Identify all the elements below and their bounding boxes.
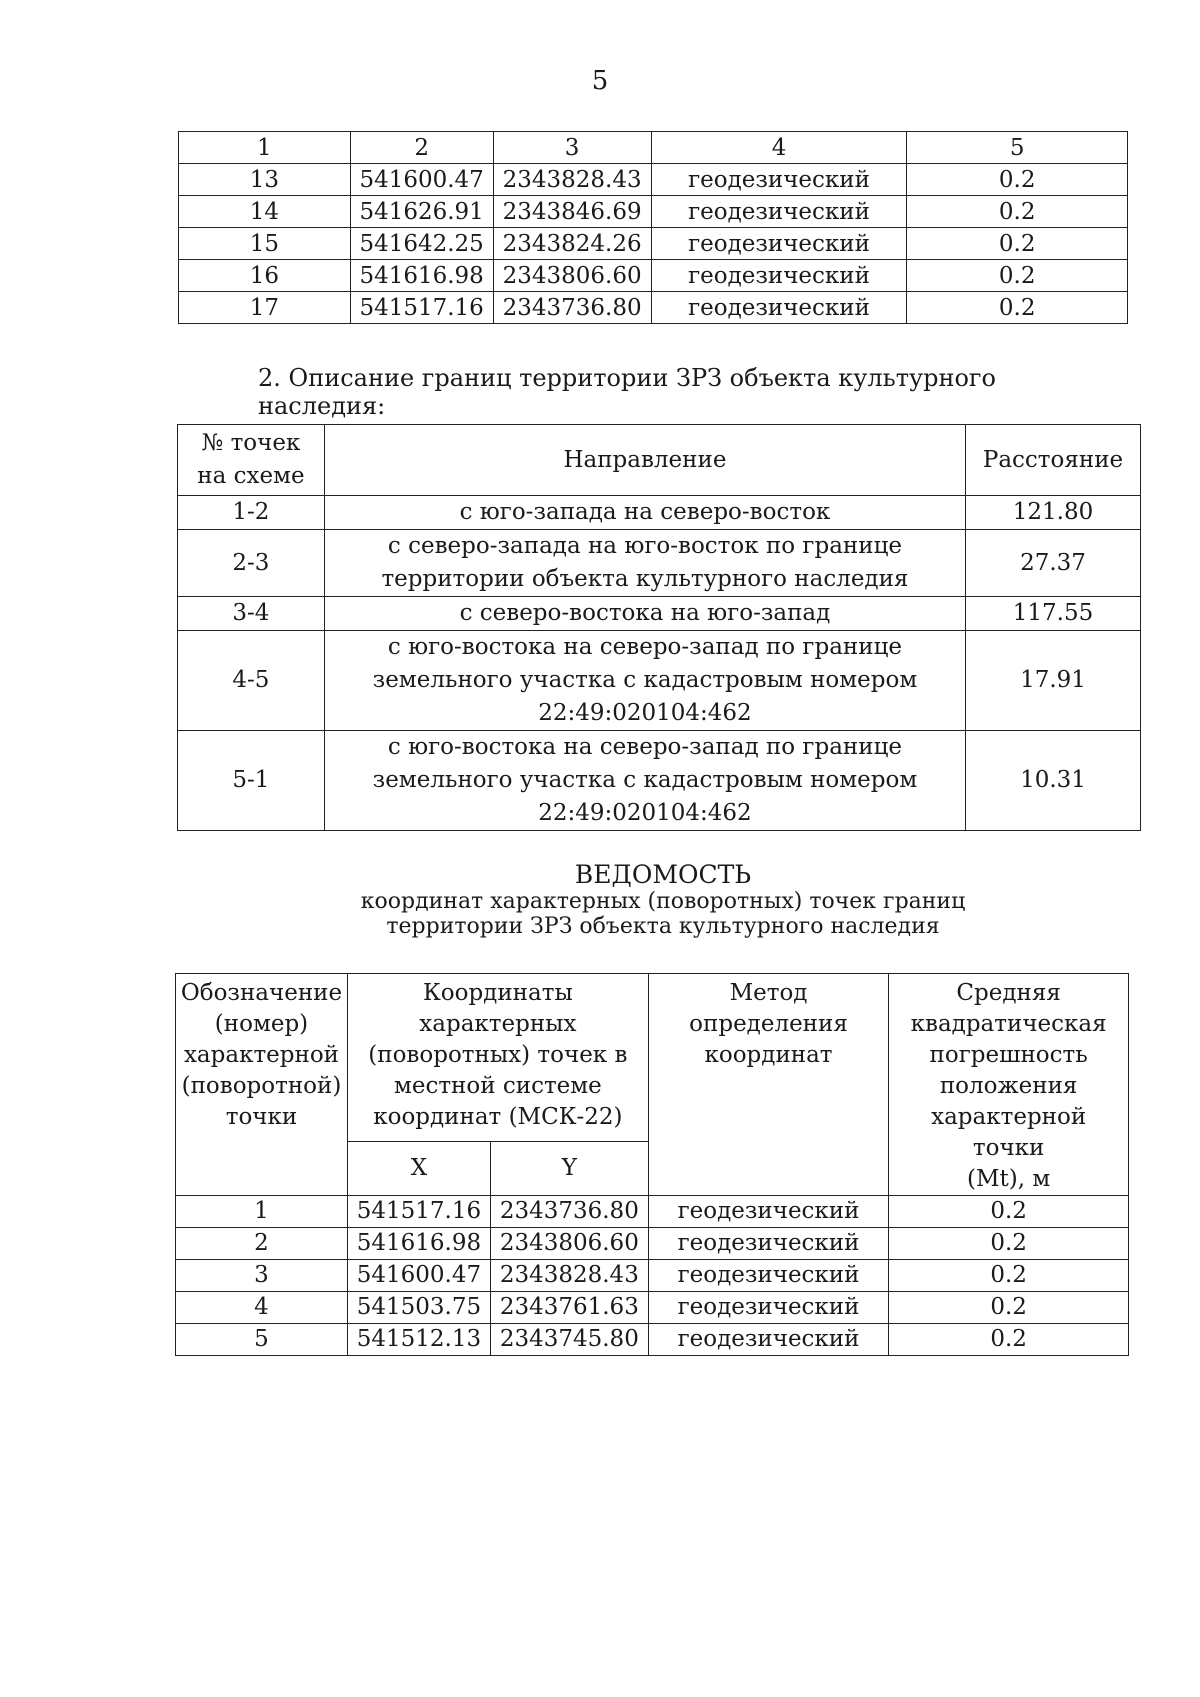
- table-cell: 16: [179, 260, 351, 292]
- direction-line: с северо-востока на юго-запад: [459, 600, 831, 626]
- header-line: (поворотных) точек в: [368, 1042, 628, 1068]
- x-header: X: [347, 1142, 490, 1196]
- table-cell: 2343828.43: [493, 164, 651, 196]
- header-line: координат (МСК-22): [373, 1104, 623, 1130]
- table-cell: 541503.75: [347, 1292, 490, 1324]
- table-cell: 541616.98: [350, 260, 493, 292]
- table-cell: 2343806.60: [490, 1228, 648, 1260]
- method-header: [648, 974, 889, 1196]
- boundary-description-table: [177, 424, 1141, 831]
- column-header: 3: [493, 132, 651, 164]
- header-line: местной системе: [393, 1073, 602, 1099]
- table-row: [179, 196, 1128, 228]
- table-row: [179, 260, 1128, 292]
- table-cell: 13: [179, 164, 351, 196]
- table-cell: 541600.47: [347, 1260, 490, 1292]
- header-line: погрешность: [929, 1042, 1088, 1068]
- table-cell: геодезический: [648, 1196, 889, 1228]
- table-cell: 27.37: [966, 530, 1141, 597]
- table-cell: 3: [176, 1260, 348, 1292]
- direction-line: 22:49:020104:462: [538, 800, 752, 826]
- table-cell: 1: [176, 1196, 348, 1228]
- vedomost-subtitle: территории ЗРЗ объекта культурного наследия: [386, 914, 940, 939]
- coords-header: [347, 974, 648, 1142]
- table-cell: 541626.91: [350, 196, 493, 228]
- direction-line: с юго-запада на северо-восток: [459, 499, 831, 525]
- table-cell: геодезический: [648, 1260, 889, 1292]
- table-cell: 2: [176, 1228, 348, 1260]
- points-header-line: на схеме: [197, 463, 305, 489]
- points-header-line: № точек: [201, 430, 301, 456]
- table-cell: 0.2: [907, 196, 1128, 228]
- header-line: (поворотной): [181, 1073, 342, 1099]
- table-cell: 2343736.80: [493, 292, 651, 324]
- direction-line: с юго-востока на северо-запад по границе: [387, 734, 902, 760]
- direction-line: 22:49:020104:462: [538, 700, 752, 726]
- table-cell: 5-1: [178, 731, 325, 831]
- direction-cell: [324, 631, 965, 731]
- table-cell: 5: [176, 1324, 348, 1356]
- column-header: 4: [651, 132, 907, 164]
- table-cell: 117.55: [966, 597, 1141, 631]
- direction-cell: [324, 530, 965, 597]
- table-row: [178, 731, 1141, 831]
- direction-cell: [324, 496, 965, 530]
- table-cell: 14: [179, 196, 351, 228]
- table-row: [179, 228, 1128, 260]
- table-cell: 1-2: [178, 496, 325, 530]
- table-cell: 3-4: [178, 597, 325, 631]
- table-cell: 2343736.80: [490, 1196, 648, 1228]
- table-cell: 541517.16: [350, 292, 493, 324]
- table-header-row: [176, 974, 1129, 1142]
- table-cell: геодезический: [648, 1228, 889, 1260]
- table-row: [176, 1292, 1129, 1324]
- header-line: (Mt), м: [967, 1166, 1051, 1192]
- distance-header: Расстояние: [966, 425, 1141, 496]
- table-cell: 2343761.63: [490, 1292, 648, 1324]
- table-row: [178, 597, 1141, 631]
- header-line: координат: [704, 1042, 833, 1068]
- table-cell: геодезический: [651, 196, 907, 228]
- table-cell: геодезический: [651, 164, 907, 196]
- table-cell: 0.2: [907, 292, 1128, 324]
- table-row: [176, 1196, 1129, 1228]
- header-line: (номер): [214, 1011, 309, 1037]
- table-cell: 541517.16: [347, 1196, 490, 1228]
- table-header-row: [178, 425, 1141, 496]
- section-title: 2. Описание границ территории ЗРЗ объекта культурного наследия:: [258, 364, 996, 420]
- table-cell: 541600.47: [350, 164, 493, 196]
- table-cell: геодезический: [648, 1324, 889, 1356]
- table-row: [176, 1260, 1129, 1292]
- header-line: точки: [225, 1104, 298, 1130]
- table-cell: 2343806.60: [493, 260, 651, 292]
- error-header: [889, 974, 1129, 1196]
- table-cell: 541512.13: [347, 1324, 490, 1356]
- vedomost-heading: [0, 861, 1200, 939]
- table-cell: 2343824.26: [493, 228, 651, 260]
- header-line: квадратическая: [910, 1011, 1107, 1037]
- table-cell: 2343846.69: [493, 196, 651, 228]
- table-cell: 2-3: [178, 530, 325, 597]
- table-row: [176, 1228, 1129, 1260]
- table-cell: 10.31: [966, 731, 1141, 831]
- table-cell: геодезический: [651, 228, 907, 260]
- vedomost-table: [175, 973, 1129, 1356]
- table-cell: 2343828.43: [490, 1260, 648, 1292]
- column-header: 5: [907, 132, 1128, 164]
- points-header: [178, 425, 325, 496]
- direction-line: территории объекта культурного наследия: [381, 566, 909, 592]
- table-cell: 4-5: [178, 631, 325, 731]
- table-row: [176, 1324, 1129, 1356]
- direction-cell: [324, 597, 965, 631]
- table-cell: 17: [179, 292, 351, 324]
- direction-line: с юго-востока на северо-запад по границе: [387, 634, 902, 660]
- table-cell: 15: [179, 228, 351, 260]
- table-cell: 0.2: [889, 1324, 1129, 1356]
- table-row: [178, 530, 1141, 597]
- table-cell: 0.2: [907, 228, 1128, 260]
- vedomost-subtitle: координат характерных (поворотных) точек границ: [360, 889, 966, 914]
- header-line: Обозначение: [180, 980, 343, 1006]
- header-line: положения: [939, 1073, 1078, 1099]
- y-header: Y: [490, 1142, 648, 1196]
- header-line: Координаты характерных: [419, 980, 577, 1037]
- direction-line: с северо-запада на юго-восток по границе: [387, 533, 902, 559]
- coordinates-table-continued: [178, 131, 1128, 324]
- table-row: [178, 631, 1141, 731]
- table-cell: геодезический: [651, 292, 907, 324]
- direction-header: Направление: [324, 425, 965, 496]
- direction-line: земельного участка с кадастровым номером: [372, 667, 918, 693]
- header-line: характерной: [183, 1042, 340, 1068]
- table-cell: 0.2: [889, 1228, 1129, 1260]
- table-cell: геодезический: [651, 260, 907, 292]
- table-row: [178, 496, 1141, 530]
- column-header: 2: [350, 132, 493, 164]
- table-cell: геодезический: [648, 1292, 889, 1324]
- table-cell: 541642.25: [350, 228, 493, 260]
- table-cell: 2343745.80: [490, 1324, 648, 1356]
- vedomost-title: ВЕДОМОСТЬ: [574, 860, 752, 889]
- table-header-row: [179, 132, 1128, 164]
- table-cell: 121.80: [966, 496, 1141, 530]
- table-row: [179, 292, 1128, 324]
- header-line: Метод определения: [689, 980, 848, 1037]
- direction-line: земельного участка с кадастровым номером: [372, 767, 918, 793]
- table-cell: 0.2: [907, 164, 1128, 196]
- table-cell: 17.91: [966, 631, 1141, 731]
- header-line: Средняя: [956, 980, 1061, 1006]
- page-number: 5: [591, 66, 609, 96]
- table-cell: 0.2: [889, 1196, 1129, 1228]
- column-header: 1: [179, 132, 351, 164]
- table-cell: 4: [176, 1292, 348, 1324]
- table-row: [179, 164, 1128, 196]
- table-cell: 0.2: [889, 1260, 1129, 1292]
- direction-cell: [324, 731, 965, 831]
- header-line: характерной точки: [931, 1104, 1087, 1161]
- designation-header: [176, 974, 348, 1196]
- table-cell: 0.2: [907, 260, 1128, 292]
- table-cell: 0.2: [889, 1292, 1129, 1324]
- table-cell: 541616.98: [347, 1228, 490, 1260]
